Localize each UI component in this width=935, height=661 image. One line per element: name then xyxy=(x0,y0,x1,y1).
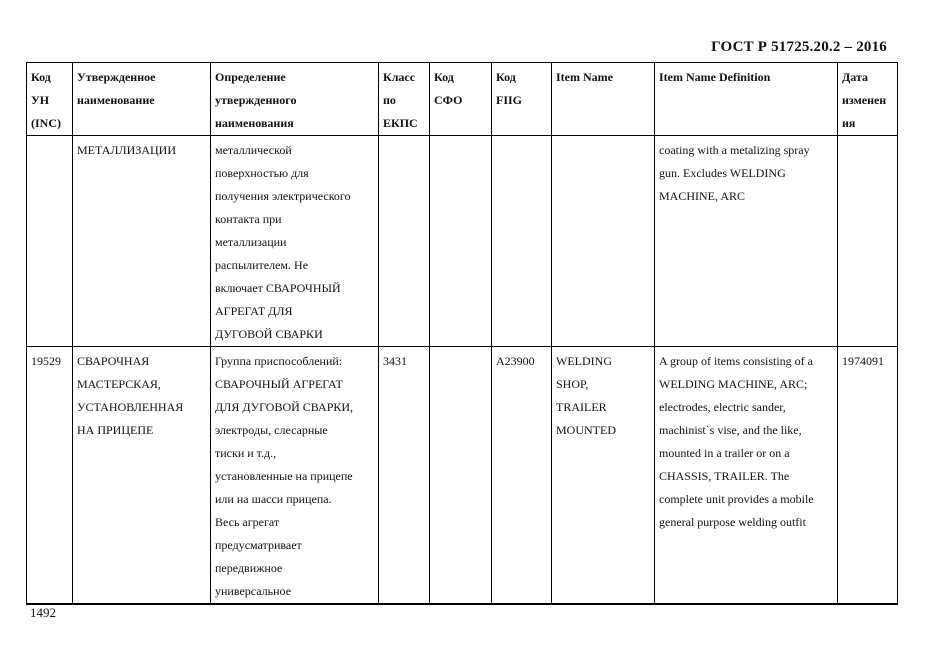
col-header-item-name: Item Name xyxy=(552,63,655,136)
cell-sfo-code xyxy=(430,136,492,347)
cell-change-date: 1974091 xyxy=(838,347,898,605)
cell-definition: металлической поверхностью для получения электрического контакта при металлизации распылителем. Не включает СВАРОЧНЫЙ АГРЕГАТ ДЛЯ ДУГОВОЙ СВАРКИ xyxy=(211,136,379,347)
cell-change-date xyxy=(838,136,898,347)
col-header-fiig-code: Код FIIG xyxy=(492,63,552,136)
table-row xyxy=(27,347,898,605)
cell-fiig-code xyxy=(492,136,552,347)
col-header-class: Класс по ЕКПС xyxy=(379,63,430,136)
col-header-definition: Определение утвержденного наименования xyxy=(211,63,379,136)
cell-class: 3431 xyxy=(379,347,430,605)
cell-fiig-code: A23900 xyxy=(492,347,552,605)
cell-item-name-definition: coating with a metalizing spray gun. Excludes WELDING MACHINE, ARC xyxy=(655,136,838,347)
col-header-change-date: Дата изменен ия xyxy=(838,63,898,136)
header-row xyxy=(27,63,898,136)
standard-designation: ГОСТ Р 51725.20.2 – 2016 xyxy=(711,39,887,55)
cell-definition: Группа приспособлений: СВАРОЧНЫЙ АГРЕГАТ ДЛЯ ДУГОВОЙ СВАРКИ, электроды, слесарные тиски и т.д., установленные на прицепе или на шасси прицепа. Весь агрегат предусматривает передвижное универсальное xyxy=(211,347,379,605)
cell-sfo-code xyxy=(430,347,492,605)
cell-inc-code xyxy=(27,136,73,347)
cell-inc-code: 19529 xyxy=(27,347,73,605)
cell-approved-name: МЕТАЛЛИЗАЦИИ xyxy=(73,136,211,347)
col-header-item-name-definition: Item Name Definition xyxy=(655,63,838,136)
cell-item-name: WELDING SHOP, TRAILER MOUNTED xyxy=(552,347,655,605)
col-header-approved-name: Утвержденное наименование xyxy=(73,63,211,136)
cell-item-name-definition: A group of items consisting of a WELDING MACHINE, ARC; electrodes, electric sander, machinist`s vise, and the like, mounted in a trailer or on a CHASSIS, TRAILER. The complete unit provides a mobile general purpose welding outfit xyxy=(655,347,838,605)
col-header-inc-code: Код УН (INC) xyxy=(27,63,73,136)
page-number: 1492 xyxy=(30,605,56,620)
cell-item-name xyxy=(552,136,655,347)
cell-approved-name: СВАРОЧНАЯ МАСТЕРСКАЯ, УСТАНОВЛЕННАЯ НА ПРИЦЕПЕ xyxy=(73,347,211,605)
col-header-sfo-code: Код СФО xyxy=(430,63,492,136)
cell-class xyxy=(379,136,430,347)
table-row xyxy=(27,136,898,347)
classification-table xyxy=(26,62,898,605)
